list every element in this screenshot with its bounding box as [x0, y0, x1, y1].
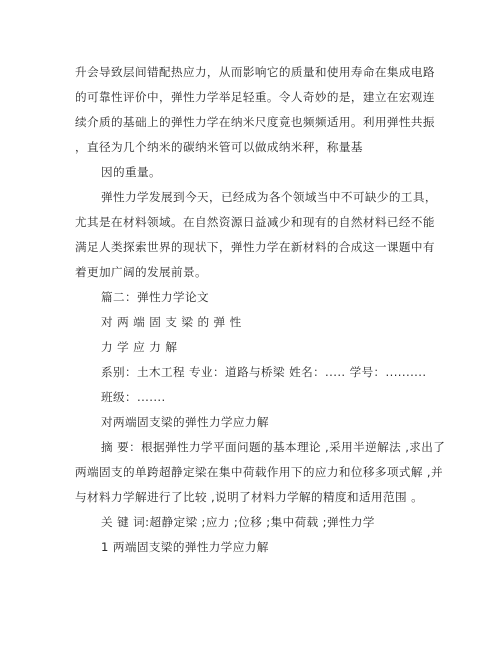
- author-info: 系别：土木工程 专业：道路与桥梁 姓名：..... 学号：..........: [101, 365, 427, 379]
- part-title: 篇二：弹性力学论文: [101, 290, 209, 304]
- paragraph-line: ，直径为几个纳米的碳纳米管可以做成纳米秤，称量基: [75, 140, 363, 154]
- section-heading: 1 两端固支梁的弹性力学应力解: [101, 540, 269, 554]
- paper-title-line-1: 对 两 端 固 支 梁 的 弹 性: [101, 315, 242, 329]
- abstract-line: 与材料力学解进行了比较 ,说明了材料力学解的精度和适用范围 。: [75, 490, 424, 504]
- paragraph-line: 升会导致层间错配热应力，从而影响它的质量和使用寿命在集成电路: [75, 65, 435, 79]
- paragraph-line: 满足人类探索世界的现状下，弹性力学在新材料的合成这一课题中有: [75, 240, 435, 254]
- abstract-line: 两端固支的单跨超静定梁在集中荷载作用下的应力和位移多项式解 ,并: [75, 465, 443, 479]
- paragraph-line: 续介质的基础上的弹性力学在纳米尺度竟也频频适用。利用弹性共振: [75, 115, 435, 129]
- paper-title-line-2: 力 学 应 力 解: [101, 340, 178, 354]
- paper-subtitle: 对两端固支梁的弹性力学应力解: [101, 415, 269, 429]
- paragraph-line: 着更加广阔的发展前景。: [75, 265, 207, 279]
- abstract-line: 摘 要：根据弹性力学平面问题的基本理论 ,采用半逆解法 ,求出了: [101, 440, 446, 454]
- paragraph-line: 弹性力学发展到今天，已经成为各个领域当中不可缺少的工具，: [101, 190, 437, 204]
- paragraph-line: 因的重量。: [101, 165, 161, 179]
- class-info: 班级：.......: [101, 390, 166, 404]
- paragraph-line: 的可靠性评价中，弹性力学举足轻重。令人奇妙的是，建立在宏观连: [75, 90, 435, 104]
- keywords: 关 键 词:超静定梁 ;应力 ;位移 ;集中荷载 ;弹性力学: [101, 515, 375, 529]
- paragraph-line: 尤其是在材料领域。在自然资源日益减少和现有的自然材料已经不能: [75, 215, 435, 229]
